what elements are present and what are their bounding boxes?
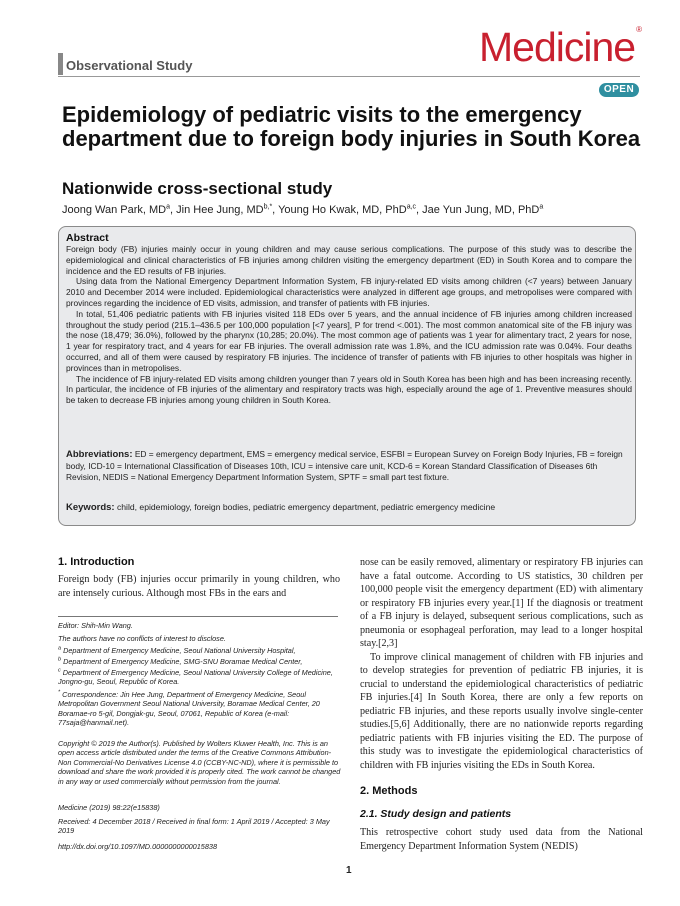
footnote-coi: The authors have no conflicts of interest to disclose. [58,634,226,643]
footnote-received: Received: 4 December 2018 / Received in final form: 1 April 2019 / Accepted: 3 May 2019 [58,817,330,836]
footnote-doi: http://dx.doi.org/10.1097/MD.0000000000015838 [58,842,218,851]
page-number: 1 [346,865,352,876]
right-column-text [360,556,643,772]
footnote-affiliation: $^a$ Department of Emergency Medicine, Seoul National University Hospital, [58,645,296,655]
footnote-editor: Editor: Shih-Min Wang. [58,621,133,630]
abstract-paragraph: Using data from the National Emergency Department Information System, FB injury-related ED visits among children (<7 years) between January 2010 and December 2014 were included. Epidemiological characteristics were analyzed in different age groups, and metropolises were compared with provinces regarding the incidence of ED visits, admission, and transfer of patients with FB injuries. [66,276,632,308]
article-subtitle: Nationwide cross-sectional study [62,179,333,198]
body-paragraph: To improve clinical management of children with FB injuries and to develop strategies for prevention of pediatric FB injuries, it is crucial to understand the epidemiological characteristics of pediatric FB injuries.[4] In South Korea, there are only a few reports on pediatric FB injuries, and these reports usually involve single-center studies.[5,6] Additionally, there are no nationwide reports regarding pediatric patients with FB injuries visiting the ED. The purpose of this study was to investigate the epidemiological characteristics of children with FB injuries visiting the EDs in South Korea. [360,651,643,771]
footnote-citation: Medicine (2019) 98:22(e15838) [58,803,160,812]
intro-heading: 1. Introduction [58,556,135,568]
section-tag: Observational Study [66,58,193,73]
abstract-heading: Abstract [66,232,109,244]
footnote-divider [58,616,338,617]
author-list: Joong Wan Park, $MD^a$, Jin Hee Jung, $MD^{b,*}$, Young Ho Kwak, MD, PhD$^{a,c}$, Jae Yun Jung, MD, PhD$^a$ [62,203,544,216]
author: Jin Hee Jung, MD [176,204,264,216]
subsection-heading: 2.1. Study design and patients [360,808,512,820]
footnote-affiliation: $^b$ Department of Emergency Medicine, SMG-SNU Boramae Medical Center, [58,656,303,666]
body-paragraph: nose can be easily removed, alimentary or respiratory FB injuries can have a fatal outcome. According to US statistics, 30 children per 100,000 people visit the emergency department (ED) with alimentary or respiratory FB injuries every year.[1] If the diagnosis or treatment of a FB injury is delayed, subsequent serious complications, such as pneumonia or esophageal perforation, may lead to a longer hospital stay.[2,3] [360,557,643,649]
header-divider [58,76,640,77]
keywords: Keywords: child, epidemiology, foreign bodies, pediatric emergency department, pediatric emergency medicine [66,502,496,513]
abstract-paragraph: In total, 51,406 pediatric patients with FB injuries visited 118 EDs over 5 years, and the annual incidence of FB injuries among children increased throughout the study period (215.1–436.5 per 100,000 population [<7 years], P for trend <.001). The most common anatomical site of the FB injury was the nose (18,479; 36.0%), followed by the pharynx (10,285; 20.0%). The most common age of patients was 1 year for alimentary tract, 2 years for nose, 1 year for respiratory tract, and 4 years for ear FB injuries. The overall admission rate was 1.8%, and the ICU admission rate was 0.04%. Four deaths occurred, and all of them were caused by respiratory FB injuries. The incidence of transfer of patients with FB injuries to other hospitals was higher in provinces than in metropolises. [66,308,632,373]
section-tag-bar [58,53,63,75]
methods-heading: 2. Methods [360,785,418,797]
intro-text: Foreign body (FB) injuries occur primarily in young children, who are intensely curious. Although most FBs in the ears and [58,574,340,599]
author: Young Ho Kwak, MD, PhD [278,204,407,216]
footnote-copyright: Copyright © 2019 the Author(s). Published by Wolters Kluwer Health, Inc. This is an open access article distributed under the terms of the Creative Commons Attribution-Non Commercial-No Derivatives License 4.0 (CCBY-NC-ND), where it is permissible to download and share the work provided it is properly cited. The work cannot be changed in any way or used commercially without permission from the journal. [58,739,341,786]
footnote-affiliation: $^c$ Department of Emergency Medicine, Seoul National University College of Medicine, Jongno-gu, Seoul, Republic of Korea. [58,667,333,687]
author: Joong Wan Park, MD [62,204,167,216]
journal-logo: Medicine® [479,24,641,70]
author: Jae Yun Jung, MD, PhD [422,204,540,216]
open-access-badge: OPEN [599,83,639,97]
article-title: Epidemiology of pediatric visits to the emergency department due to foreign body injuries in South Korea [62,102,641,151]
abstract-paragraph: The incidence of FB injury-related ED visits among children younger than 7 years old in South Korea has been high and has been increasing recently. In particular, the incidence of FB injuries of the alimentary and respiratory tracts was high, especially around the age of 1. Preventive measures should be taken to decrease FB injuries among young children in South Korea. [66,373,632,406]
methods-text: This retrospective cohort study used data from the National Emergency Department Information System (NEDIS) [360,827,643,852]
abstract-paragraph: Foreign body (FB) injuries mainly occur in young children and may cause serious complications. The purpose of this study was to describe the epidemiological and clinical characteristics of FB injuries among children visiting the emergency department (ED) in South Korea and to compare the incidence and the ED results of FB injuries. [66,244,632,276]
abbreviations: Abbreviations: ED = emergency department, EMS = emergency medical service, ESFBI = European Survey on Foreign Body Injuries, FB = foreign body, ICD-10 = International Classification of Diseases 10th, ICU = intensive care unit, KCD-6 = Korean Standard Classification of Diseases 6th Revision, NEDIS = National Emergency Department Information System, SPTF = small part test fixture. [66,449,623,482]
footnote-correspondence: * Correspondence: Jin Hee Jung, Department of Emergency Medicine, Seoul Metropolitan Government Seoul National University, Boramae Medical Center, 20 Boramae-ro 5-gil, Dongjak-gu, Seoul, 07061, Republic of Korea (e-mail: 77saja@hanmail.net). [58,689,320,728]
abstract-text [66,244,632,406]
